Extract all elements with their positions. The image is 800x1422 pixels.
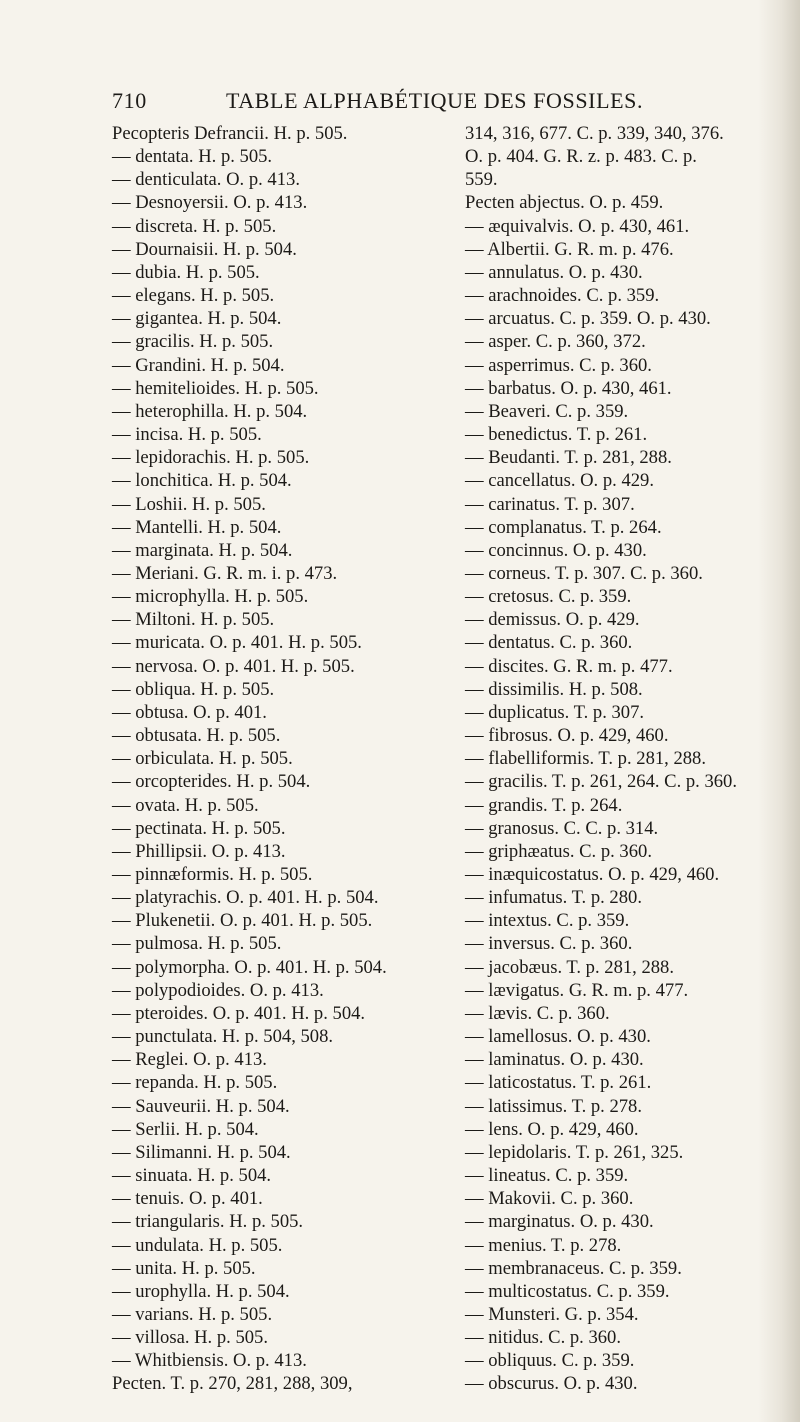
index-entry: Pecten. T. p. 270, 281, 288, 309, <box>112 1373 353 1395</box>
index-entry: — gracilis. T. p. 261, 264. C. p. 360. <box>465 771 738 793</box>
index-entry: — microphylla. H. p. 505. <box>112 586 309 608</box>
index-entry: — barbatus. O. p. 430, 461. <box>465 377 672 399</box>
index-entry: — obscurus. O. p. 430. <box>465 1373 638 1395</box>
index-entry: — pectinata. H. p. 505. <box>112 817 286 839</box>
index-entry: — unita. H. p. 505. <box>112 1257 256 1279</box>
index-entry: — lonchitica. H. p. 504. <box>112 470 292 492</box>
index-entry: — Grandini. H. p. 504. <box>112 354 285 376</box>
index-entry: — Makovii. C. p. 360. <box>465 1188 634 1210</box>
index-entry: — Whitbiensis. O. p. 413. <box>112 1350 307 1372</box>
index-entry: — incisa. H. p. 505. <box>112 424 262 446</box>
index-entry: — lepidorachis. H. p. 505. <box>112 447 310 469</box>
index-entry: — intextus. C. p. 359. <box>465 910 630 932</box>
index-entry: — benedictus. T. p. 261. <box>465 424 648 446</box>
index-entry: — asper. C. p. 360, 372. <box>465 331 646 353</box>
index-entry: — carinatus. T. p. 307. <box>465 493 635 515</box>
index-entry: — dentata. H. p. 505. <box>112 146 273 168</box>
index-entry: — polypodioides. O. p. 413. <box>112 979 324 1001</box>
index-entry: — Beudanti. T. p. 281, 288. <box>465 447 672 469</box>
index-entry: — orcopterides. H. p. 504. <box>112 771 311 793</box>
index-entry: — obtusa. O. p. 401. <box>112 701 267 723</box>
index-entry: — gigantea. H. p. 504. <box>112 308 282 330</box>
index-entry: — lamellosus. O. p. 430. <box>465 1026 651 1048</box>
page-header <box>112 88 672 118</box>
index-entry: Pecopteris Defrancii. H. p. 505. <box>112 123 348 144</box>
index-entry: O. p. 404. G. R. z. p. 483. C. p. <box>465 146 697 168</box>
index-entry: — infumatus. T. p. 280. <box>465 887 642 909</box>
index-entry: — obliquus. C. p. 359. <box>465 1350 635 1372</box>
index-entry: — tenuis. O. p. 401. <box>112 1188 263 1210</box>
index-entry: — dentatus. C. p. 360. <box>465 632 633 654</box>
index-entry: — lineatus. C. p. 359. <box>465 1165 629 1187</box>
index-entry: — dubia. H. p. 505. <box>112 261 260 283</box>
index-entry: — platyrachis. O. p. 401. H. p. 504. <box>112 887 379 909</box>
index-entry: — pteroides. O. p. 401. H. p. 504. <box>112 1002 366 1024</box>
index-entry: — triangularis. H. p. 505. <box>112 1211 304 1233</box>
index-entry: — pulmosa. H. p. 505. <box>112 933 282 955</box>
index-entry: — dissimilis. H. p. 508. <box>465 678 643 700</box>
index-entry: — orbiculata. H. p. 505. <box>112 748 293 770</box>
index-entry: — granosus. C. C. p. 314. <box>465 817 659 839</box>
index-entry: — Albertii. G. R. m. p. 476. <box>465 238 674 260</box>
index-entry: — discites. G. R. m. p. 477. <box>465 655 673 677</box>
index-entry: — heterophilla. H. p. 504. <box>112 400 308 422</box>
index-entry: 559. <box>465 169 498 191</box>
index-entry: — marginatus. O. p. 430. <box>465 1211 654 1233</box>
index-entry: — flabelliformis. T. p. 281, 288. <box>465 748 707 770</box>
index-entry: — muricata. O. p. 401. H. p. 505. <box>112 632 362 654</box>
index-entry: — cancellatus. O. p. 429. <box>465 470 654 492</box>
index-entry: — Meriani. G. R. m. i. p. 473. <box>112 562 338 584</box>
index-entry: — hemitelioides. H. p. 505. <box>112 377 319 399</box>
index-entry: — nervosa. O. p. 401. H. p. 505. <box>112 655 355 677</box>
running-title: TABLE ALPHABÉTIQUE DES FOSSILES. <box>226 88 644 113</box>
index-entry: — obtusata. H. p. 505. <box>112 725 281 747</box>
index-entry: — discreta. H. p. 505. <box>112 215 277 237</box>
index-entry: — undulata. H. p. 505. <box>112 1234 283 1256</box>
index-entry: — grandis. T. p. 264. <box>465 794 623 816</box>
index-entry: — Munsteri. G. p. 354. <box>465 1303 639 1325</box>
index-entry: — membranaceus. C. p. 359. <box>465 1257 682 1279</box>
index-entry: — Loshii. H. p. 505. <box>112 493 266 515</box>
index-entry: — Reglei. O. p. 413. <box>112 1049 267 1071</box>
index-entry: — laminatus. O. p. 430. <box>465 1049 644 1071</box>
index-entry: — elegans. H. p. 505. <box>112 285 275 307</box>
index-entry: — concinnus. O. p. 430. <box>465 539 647 561</box>
index-entry: — obliqua. H. p. 505. <box>112 678 275 700</box>
index-entry: — Dournaisii. H. p. 504. <box>112 238 297 260</box>
index-entry: — Serlii. H. p. 504. <box>112 1118 259 1140</box>
index-entry: — villosa. H. p. 505. <box>112 1327 268 1349</box>
right-index-column <box>465 122 795 1396</box>
index-entry: — varians. H. p. 505. <box>112 1303 273 1325</box>
index-entry: — lævigatus. G. R. m. p. 477. <box>465 979 689 1001</box>
index-entry: — latissimus. T. p. 278. <box>465 1095 642 1117</box>
index-entry: — nitidus. C. p. 360. <box>465 1327 621 1349</box>
index-entry: — Phillipsii. O. p. 413. <box>112 840 286 862</box>
index-entry: 314, 316, 677. C. p. 339, 340, 376. <box>465 123 724 144</box>
index-entry: — repanda. H. p. 505. <box>112 1072 278 1094</box>
index-entry: — ovata. H. p. 505. <box>112 794 259 816</box>
index-entry: — asperrimus. C. p. 360. <box>465 354 652 376</box>
index-entry: — fibrosus. O. p. 429, 460. <box>465 725 669 747</box>
index-entry: — annulatus. O. p. 430. <box>465 261 643 283</box>
index-entry: — inversus. C. p. 360. <box>465 933 633 955</box>
index-entry: — Beaveri. C. p. 359. <box>465 400 629 422</box>
index-entry: — Plukenetii. O. p. 401. H. p. 505. <box>112 910 373 932</box>
index-entry: — inæquicostatus. O. p. 429, 460. <box>465 864 720 885</box>
index-entry: — multicostatus. C. p. 359. <box>465 1280 670 1302</box>
index-entry: — polymorpha. O. p. 401. H. p. 504. <box>112 956 387 978</box>
index-entry: — Desnoyersii. O. p. 413. <box>112 192 308 214</box>
index-entry: — gracilis. H. p. 505. <box>112 331 274 353</box>
index-entry: — Mantelli. H. p. 504. <box>112 516 282 538</box>
index-entry: — jacobæus. T. p. 281, 288. <box>465 956 674 978</box>
left-index-column <box>112 122 452 1396</box>
index-entry: — Miltoni. H. p. 505. <box>112 609 275 631</box>
index-entry: — marginata. H. p. 504. <box>112 539 293 561</box>
index-entry: — griphæatus. C. p. 360. <box>465 840 652 862</box>
index-entry: — Sauveurii. H. p. 504. <box>112 1095 290 1117</box>
index-entry: — lepidolaris. T. p. 261, 325. <box>465 1141 684 1163</box>
index-entry: — lævis. C. p. 360. <box>465 1002 610 1024</box>
index-entry: — demissus. O. p. 429. <box>465 609 640 631</box>
index-entry: — arcuatus. C. p. 359. O. p. 430. <box>465 308 711 330</box>
index-entry: — lens. O. p. 429, 460. <box>465 1118 639 1140</box>
index-entry: — sinuata. H. p. 504. <box>112 1165 272 1187</box>
index-entry: — cretosus. C. p. 359. <box>465 586 632 608</box>
index-entry: — æquivalvis. O. p. 430, 461. <box>465 215 690 237</box>
index-entry: — Silimanni. H. p. 504. <box>112 1141 291 1163</box>
index-entry: — denticulata. O. p. 413. <box>112 169 300 191</box>
index-entry: — corneus. T. p. 307. C. p. 360. <box>465 562 703 584</box>
index-entry: Pecten abjectus. O. p. 459. <box>465 192 664 214</box>
index-entry: — laticostatus. T. p. 261. <box>465 1072 652 1094</box>
index-entry: — punctulata. H. p. 504, 508. <box>112 1026 334 1048</box>
index-entry: — arachnoides. C. p. 359. <box>465 285 660 307</box>
index-entry: — menius. T. p. 278. <box>465 1234 622 1256</box>
index-entry: — urophylla. H. p. 504. <box>112 1280 290 1302</box>
index-entry: — pinnæformis. H. p. 505. <box>112 864 313 885</box>
index-entry: — duplicatus. T. p. 307. <box>465 701 645 723</box>
index-entry: — complanatus. T. p. 264. <box>465 516 662 538</box>
page-number: 710 <box>112 88 147 113</box>
